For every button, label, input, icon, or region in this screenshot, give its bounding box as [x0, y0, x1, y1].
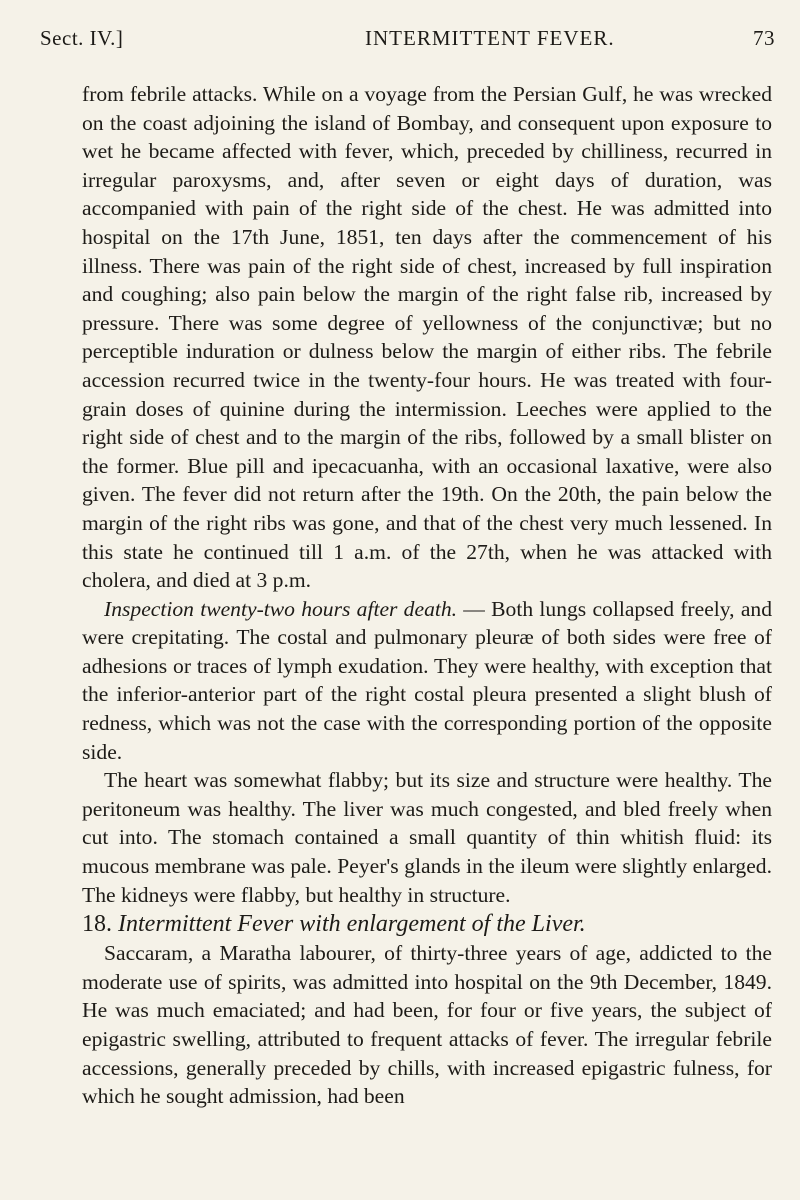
- paragraph-continued: from febrile attacks. While on a voyage from the Persian Gulf, he was wrecked on the coast adjoining the island of Bombay, and consequent upon exposure to wet he became affected with fever, which, preceded by chilliness, recurred in irregular paroxysms, and, after seven or eight days of duration, was accompanied with pain of the right side of the chest. He was admitted into hospital on the 17th June, 1851, ten days after the commencement of his illness. There was pain of the right side of chest, increased by full inspiration and coughing; also pain below the margin of the right false rib, increased by pressure. There was some degree of yellowness of the conjunctivæ; but no perceptible induration or dulness below the margin of either ribs. The febrile accession recurred twice in the twenty-four hours. He was treated with four-grain doses of quinine during the intermission. Leeches were applied to the right side of chest and to the margin of the ribs, followed by a small blister on the former. Blue pill and ipecacuanha, with an occasional laxative, were also given. The fever did not return after the 19th. On the 20th, the pain below the margin of the right ribs was gone, and that of the chest very much lessened. In this state he continued till 1 a.m. of the 27th, when he was attacked with cholera, and died at 3 p.m.: [82, 82, 772, 593]
- case-title: Intermittent Fever with enlargement of the Liver.: [118, 911, 586, 938]
- body-text: [82, 80, 772, 1111]
- section-label: Sect. IV.]: [40, 26, 124, 50]
- case-number: 18.: [82, 911, 112, 938]
- running-head: [40, 26, 775, 56]
- running-title: INTERMITTENT FEVER.: [365, 26, 615, 50]
- paragraph-case: Saccaram, a Maratha labourer, of thirty-three years of age, addicted to the moderate use of spirits, was admitted into hospital on the 9th December, 1849. He was much emaciated; and had been, for four or five years, the subject of epigastric swelling, attributed to frequent attacks of fever. The irregular febrile accessions, generally preceded by chills, with increased epigastric fulness, for which he sought admission, had been: [82, 941, 772, 1109]
- paragraph-heart: The heart was somewhat flabby; but its size and structure were healthy. The peritoneum was healthy. The liver was much congested, and bled freely when cut into. The stomach contained a small quantity of thin whitish fluid: its mucous membrane was pale. Peyer's glands in the ileum were slightly enlarged. The kidneys were flabby, but healthy in structure.: [82, 768, 772, 907]
- paragraph-inspection: [82, 595, 772, 767]
- inspection-text: — Both lungs collapsed freely, and were crepitating. The costal and pulmonary pleuræ of both sides were free of adhesions or traces of lymph exudation. They were healthy, with exception that the inferior-anterior part of the right costal pleura presented a slight blush of redness, which was not the case with the corresponding portion of the opposite side.: [82, 596, 773, 764]
- case-heading: [82, 909, 772, 939]
- inspection-lead: Inspection twenty-two hours after death.: [104, 596, 458, 621]
- page-number: 73: [753, 26, 775, 50]
